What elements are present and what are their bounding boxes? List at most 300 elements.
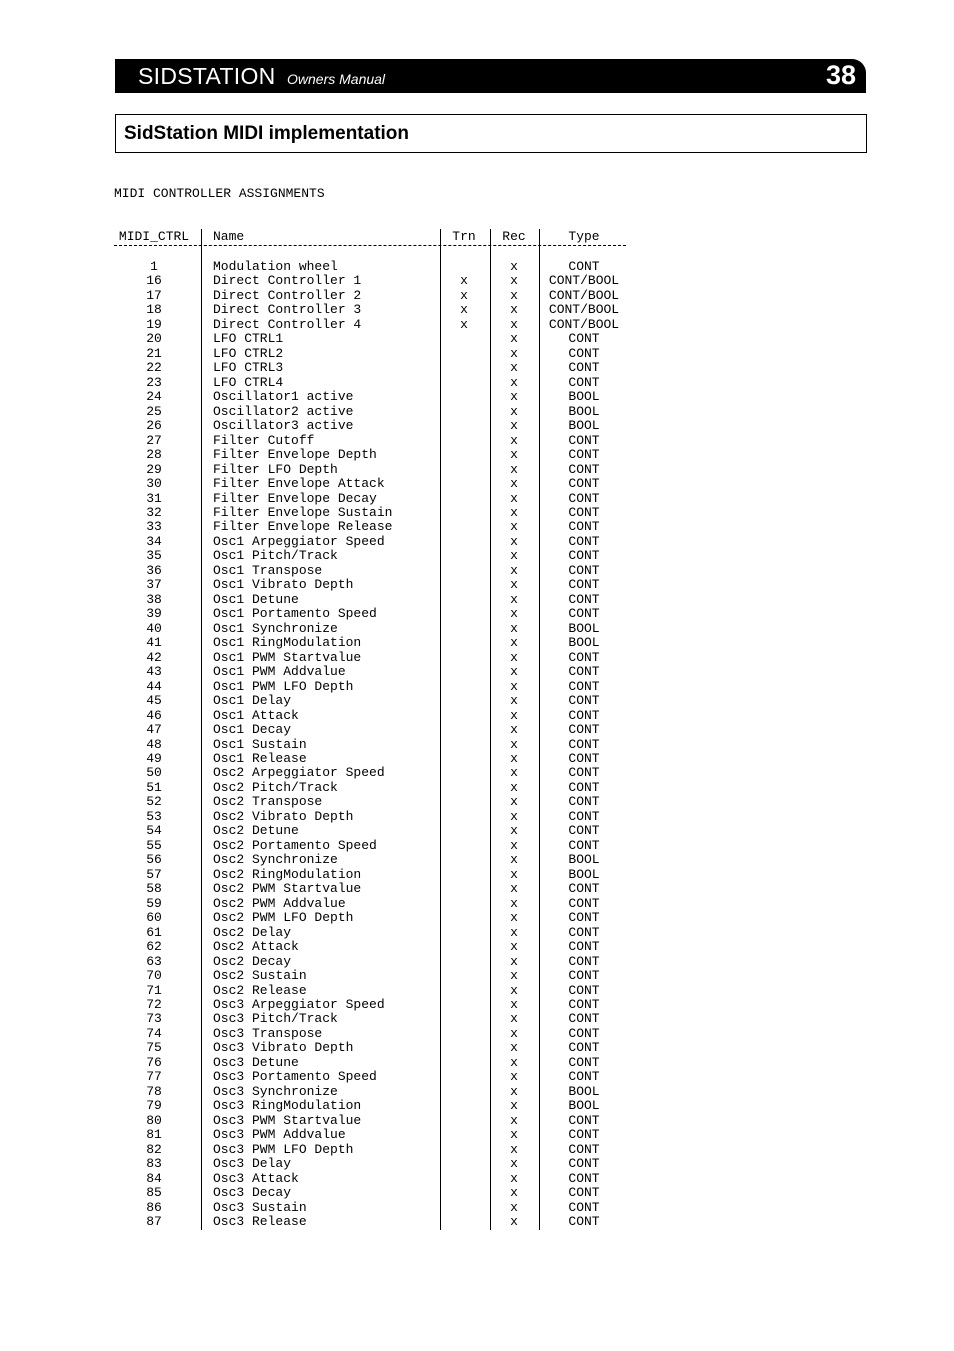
cell-type: CONT [568,606,600,622]
cell-rec: x [510,476,518,492]
cell-rec: x [510,996,518,1012]
cell-type: CONT [568,259,600,274]
table-row [114,1069,634,1084]
cell-ctrl: 33 [146,519,162,535]
cell-type: CONT/BOOL [548,302,620,318]
cell-rec: x [510,895,518,911]
cell-name: Filter LFO Depth [213,461,338,477]
cell-rec: x [510,620,518,636]
cell-name: LFO CTRL3 [213,360,284,376]
cell-rec: x [510,910,518,926]
cell-trn: x [460,287,468,303]
table-row [114,259,634,274]
cell-ctrl: 81 [146,1127,162,1143]
table-row [114,823,634,838]
cell-ctrl: 77 [146,1069,162,1085]
table-row [114,983,634,998]
cell-rec: x [510,519,518,535]
cell-type: CONT [568,1199,600,1215]
table-row [114,563,634,578]
cell-name: Osc3 Synchronize [213,1083,338,1099]
header-divider [114,245,626,248]
cell-ctrl: 47 [146,722,162,738]
table-row [114,722,634,737]
cell-name: LFO CTRL2 [213,345,284,361]
table-row [114,447,634,462]
table-row [114,346,634,361]
table-row [114,867,634,882]
cell-name: Osc3 RingModulation [213,1098,362,1114]
cell-type: CONT [568,432,600,448]
cell-name: Osc2 Release [213,982,307,998]
cell-ctrl: 76 [146,1054,162,1070]
cell-name: Osc2 Portamento Speed [213,837,377,853]
cell-rec: x [510,1127,518,1143]
cell-type: BOOL [568,852,600,868]
cell-ctrl: 19 [146,316,162,332]
cell-rec: x [510,664,518,680]
table-row [114,1011,634,1026]
cell-type: CONT [568,331,600,347]
table-row [114,852,634,867]
cell-ctrl: 57 [146,866,162,882]
cell-ctrl: 29 [146,461,162,477]
cell-ctrl: 46 [146,707,162,723]
cell-type: CONT/BOOL [548,316,620,332]
cell-name: Osc1 Arpeggiator Speed [213,533,385,549]
section-title: SidStation MIDI implementation [124,123,410,144]
page-header [115,59,866,93]
cell-type: CONT/BOOL [548,287,620,303]
cell-rec: x [510,447,518,463]
cell-name: Osc2 Sustain [213,968,307,984]
cell-rec: x [510,837,518,853]
table-row [114,679,634,694]
cell-name: Osc3 PWM Addvalue [213,1127,346,1143]
table-row [114,997,634,1012]
cell-name: Filter Cutoff [213,432,315,448]
table-row [114,910,634,925]
cell-name: Direct Controller 4 [213,316,362,332]
cell-type: CONT [568,1011,600,1027]
cell-type: CONT [568,736,600,752]
cell-ctrl: 83 [146,1156,162,1172]
cell-rec: x [510,302,518,318]
cell-name: Osc1 Decay [213,722,292,738]
table-row [114,1142,634,1157]
cell-type: CONT [568,779,600,795]
cell-ctrl: 21 [146,345,162,361]
cell-ctrl: 31 [146,490,162,506]
cell-type: CONT [568,765,600,781]
cell-name: Osc3 Portamento Speed [213,1069,377,1085]
cell-rec: x [510,982,518,998]
table-row [114,751,634,766]
cell-rec: x [510,649,518,665]
cell-rec: x [510,1214,518,1230]
table-row [114,519,634,534]
cell-type: BOOL [568,1083,600,1099]
cell-rec: x [510,765,518,781]
cell-rec: x [510,707,518,723]
cell-rec: x [510,273,518,289]
cell-name: Osc1 PWM Startvalue [213,649,362,665]
cell-name: Osc1 PWM LFO Depth [213,678,354,694]
cell-rec: x [510,1054,518,1070]
cell-ctrl: 74 [146,1025,162,1041]
cell-ctrl: 61 [146,924,162,940]
cell-ctrl: 17 [146,287,162,303]
col-header-trn: Trn [452,229,476,244]
cell-rec: x [510,693,518,709]
cell-name: Filter Envelope Attack [213,476,385,492]
cell-type: CONT [568,1141,600,1157]
cell-rec: x [510,924,518,940]
column-divider [539,229,540,1230]
cell-name: Osc3 Release [213,1214,307,1230]
cell-rec: x [510,1069,518,1085]
cell-type: CONT [568,1127,600,1143]
cell-type: CONT [568,562,600,578]
cell-type: CONT [568,504,600,520]
table-row [114,505,634,520]
cell-ctrl: 37 [146,577,162,593]
cell-name: Osc2 PWM Addvalue [213,895,346,911]
cell-type: CONT [568,823,600,839]
table-row [114,476,634,491]
cell-rec: x [510,678,518,694]
page-number: 38 [825,60,856,90]
cell-name: Direct Controller 2 [213,287,362,303]
cell-type: CONT [568,1069,600,1085]
cell-rec: x [510,852,518,868]
table-row [114,288,634,303]
table-row [114,1084,634,1099]
cell-ctrl: 60 [146,910,162,926]
cell-name: Osc1 Attack [213,707,299,723]
table-row [114,809,634,824]
cell-rec: x [510,1083,518,1099]
cell-rec: x [510,1185,518,1201]
cell-type: CONT [568,1112,600,1128]
cell-rec: x [510,418,518,434]
table-row [114,1171,634,1186]
cell-ctrl: 34 [146,533,162,549]
cell-rec: x [510,1098,518,1114]
cell-type: CONT [568,968,600,984]
cell-ctrl: 26 [146,418,162,434]
cell-ctrl: 59 [146,895,162,911]
cell-rec: x [510,577,518,593]
cell-ctrl: 1 [150,259,158,274]
cell-ctrl: 25 [146,403,162,419]
cell-type: CONT [568,750,600,766]
table-row [114,1055,634,1070]
table-row [114,780,634,795]
cell-name: Osc3 PWM Startvalue [213,1112,362,1128]
cell-name: Osc3 Attack [213,1170,299,1186]
cell-type: CONT/BOOL [548,273,620,289]
cell-type: BOOL [568,635,600,651]
table-row [114,418,634,433]
cell-rec: x [510,287,518,303]
cell-name: Osc2 Decay [213,953,292,969]
cell-name: Osc1 Portamento Speed [213,606,377,622]
cell-name: Modulation wheel [213,259,338,274]
cell-name: Osc3 Decay [213,1185,292,1201]
cell-name: Osc3 Delay [213,1156,292,1172]
cell-name: Osc2 Vibrato Depth [213,808,354,824]
cell-type: BOOL [568,418,600,434]
cell-type: CONT [568,1054,600,1070]
cell-type: CONT [568,996,600,1012]
col-header-rec: Rec [502,229,526,244]
cell-rec: x [510,750,518,766]
manual-subtitle: Owners Manual [287,71,386,87]
cell-rec: x [510,1170,518,1186]
cell-rec: x [510,403,518,419]
table-row [114,664,634,679]
cell-name: Osc1 Detune [213,591,299,607]
cell-ctrl: 52 [146,794,162,810]
table-row [114,1026,634,1041]
cell-type: CONT [568,895,600,911]
cell-ctrl: 49 [146,750,162,766]
cell-rec: x [510,360,518,376]
cell-type: CONT [568,1156,600,1172]
cell-type: CONT [568,678,600,694]
cell-type: CONT [568,794,600,810]
cell-rec: x [510,316,518,332]
cell-ctrl: 72 [146,996,162,1012]
cell-rec: x [510,794,518,810]
cell-name: Osc2 Delay [213,924,292,940]
cell-ctrl: 41 [146,635,162,651]
cell-ctrl: 32 [146,504,162,520]
cell-ctrl: 73 [146,1011,162,1027]
cell-name: Osc1 PWM Addvalue [213,664,346,680]
cell-trn: x [460,302,468,318]
cell-name: Osc1 RingModulation [213,635,362,651]
cell-rec: x [510,504,518,520]
cell-type: CONT [568,548,600,564]
cell-type: BOOL [568,1098,600,1114]
table-row [114,302,634,317]
cell-ctrl: 22 [146,360,162,376]
table-row [114,650,634,665]
table-row [114,881,634,896]
cell-type: CONT [568,447,600,463]
cell-name: Osc1 Synchronize [213,620,338,636]
cell-ctrl: 35 [146,548,162,564]
cell-name: Oscillator3 active [213,418,354,434]
table-row [114,606,634,621]
cell-rec: x [510,606,518,622]
cell-ctrl: 27 [146,432,162,448]
cell-rec: x [510,548,518,564]
cell-rec: x [510,1199,518,1215]
cell-type: CONT [568,1185,600,1201]
cell-rec: x [510,562,518,578]
cell-rec: x [510,808,518,824]
cell-type: CONT [568,982,600,998]
cell-ctrl: 48 [146,736,162,752]
cell-rec: x [510,1040,518,1056]
cell-ctrl: 24 [146,389,162,405]
cell-type: CONT [568,461,600,477]
cell-rec: x [510,939,518,955]
cell-ctrl: 71 [146,982,162,998]
cell-trn: x [460,316,468,332]
section-heading-box [115,114,867,153]
cell-name: Osc3 PWM LFO Depth [213,1141,354,1157]
cell-rec: x [510,1141,518,1157]
table-row [114,939,634,954]
table-row [114,1200,634,1215]
cell-name: Osc1 Vibrato Depth [213,577,354,593]
table-row [114,896,634,911]
table-row [114,1156,634,1171]
cell-type: CONT [568,1170,600,1186]
cell-ctrl: 85 [146,1185,162,1201]
cell-name: Osc1 Sustain [213,736,307,752]
cell-ctrl: 28 [146,447,162,463]
cell-rec: x [510,953,518,969]
table-row [114,1185,634,1200]
cell-rec: x [510,881,518,897]
cell-name: Osc3 Transpose [213,1025,323,1041]
table-row [114,462,634,477]
table-row [114,331,634,346]
table-row [114,1127,634,1142]
cell-type: CONT [568,924,600,940]
cell-ctrl: 84 [146,1170,162,1186]
cell-rec: x [510,1156,518,1172]
cell-type: BOOL [568,620,600,636]
table-header-row [114,229,634,244]
cell-type: CONT [568,910,600,926]
cell-ctrl: 39 [146,606,162,622]
cell-name: Direct Controller 1 [213,273,362,289]
table-row [114,1040,634,1055]
table-row [114,708,634,723]
cell-name: Osc3 Sustain [213,1199,307,1215]
column-divider [490,229,491,1230]
table-row [114,794,634,809]
table-row [114,954,634,969]
table-caption: MIDI CONTROLLER ASSIGNMENTS [114,186,325,201]
table-row [114,273,634,288]
cell-name: Osc2 Detune [213,823,299,839]
table-row [114,1113,634,1128]
cell-rec: x [510,490,518,506]
cell-type: BOOL [568,389,600,405]
cell-type: BOOL [568,403,600,419]
table-row [114,765,634,780]
cell-name: Osc3 Arpeggiator Speed [213,996,385,1012]
cell-ctrl: 75 [146,1040,162,1056]
cell-type: CONT [568,591,600,607]
cell-ctrl: 78 [146,1083,162,1099]
cell-name: Oscillator2 active [213,403,354,419]
cell-ctrl: 18 [146,302,162,318]
cell-name: Osc2 PWM LFO Depth [213,910,354,926]
cell-name: Direct Controller 3 [213,302,362,318]
cell-ctrl: 16 [146,273,162,289]
cell-trn: x [460,273,468,289]
cell-name: Osc1 Release [213,750,307,766]
cell-name: LFO CTRL1 [213,331,284,347]
table-row [114,1098,634,1113]
table-row [114,548,634,563]
product-title: SIDSTATION [138,63,276,89]
cell-rec: x [510,823,518,839]
cell-type: CONT [568,939,600,955]
cell-ctrl: 63 [146,953,162,969]
cell-type: BOOL [568,866,600,882]
cell-ctrl: 44 [146,678,162,694]
cell-name: Osc1 Delay [213,693,292,709]
cell-name: Filter Envelope Sustain [213,504,393,520]
cell-type: CONT [568,693,600,709]
cell-ctrl: 20 [146,331,162,347]
cell-ctrl: 42 [146,649,162,665]
cell-type: CONT [568,1025,600,1041]
cell-rec: x [510,635,518,651]
cell-rec: x [510,331,518,347]
cell-rec: x [510,374,518,390]
cell-rec: x [510,461,518,477]
cell-ctrl: 70 [146,968,162,984]
cell-ctrl: 62 [146,939,162,955]
cell-name: Osc1 Transpose [213,562,323,578]
table-row [114,404,634,419]
cell-type: CONT [568,577,600,593]
cell-ctrl: 56 [146,852,162,868]
cell-ctrl: 43 [146,664,162,680]
cell-type: CONT [568,1040,600,1056]
cell-rec: x [510,432,518,448]
cell-name: Osc1 Pitch/Track [213,548,338,564]
cell-type: CONT [568,881,600,897]
table-row [114,925,634,940]
cell-rec: x [510,591,518,607]
table-row [114,375,634,390]
table-row [114,592,634,607]
table-row [114,389,634,404]
table-row [114,360,634,375]
cell-ctrl: 45 [146,693,162,709]
cell-rec: x [510,1112,518,1128]
cell-ctrl: 30 [146,476,162,492]
table-row [114,737,634,752]
cell-ctrl: 58 [146,881,162,897]
cell-name: Osc2 Pitch/Track [213,779,338,795]
cell-name: Filter Envelope Decay [213,490,377,506]
cell-ctrl: 36 [146,562,162,578]
cell-name: Osc2 Attack [213,939,299,955]
cell-type: CONT [568,722,600,738]
cell-ctrl: 80 [146,1112,162,1128]
table-row [114,838,634,853]
table-row [114,635,634,650]
table-row [114,693,634,708]
cell-name: LFO CTRL4 [213,374,284,390]
cell-rec: x [510,1025,518,1041]
cell-type: CONT [568,649,600,665]
cell-ctrl: 50 [146,765,162,781]
cell-ctrl: 38 [146,591,162,607]
